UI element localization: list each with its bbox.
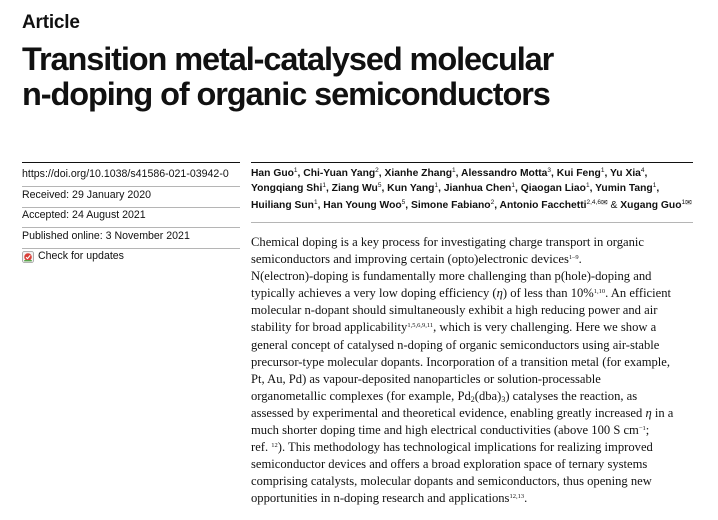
- citation-ref[interactable]: 1,5,6,9,11: [407, 322, 434, 330]
- author-name[interactable]: Kun Yang$^1$: [387, 181, 439, 194]
- article-label: Article: [22, 12, 80, 33]
- abstract-line: molecular n-dopant should simultaneously exhibit a high reducing power and air: [251, 303, 658, 318]
- author-name[interactable]: Huiliang Sun$^1$: [251, 199, 318, 212]
- abstract-line: typically achieves a very low doping efficiency (η) of less than 10%$^{1,10}$. An efficient: [251, 286, 672, 301]
- author-name[interactable]: Yongqiang Shi$^1$: [251, 181, 326, 194]
- abstract-line: ref. $^{12}$). This methodology has technological implications for realizing improved: [251, 440, 653, 455]
- envelope-icon[interactable]: ✉: [685, 198, 692, 208]
- authors-rule: [251, 162, 693, 163]
- abstract-line: stability for broad applicability$^{1,5,6,9,11}$, which is very challenging. Here we show a: [251, 320, 657, 335]
- abstract-line: general concept of catalysed n-doping of organic semiconductors using air-stable: [251, 337, 660, 352]
- title-line-1: Transition metal-catalysed molecular: [22, 41, 554, 77]
- citation-ref[interactable]: 1,10: [593, 288, 606, 296]
- author-conjunction: &: [610, 200, 618, 212]
- citation-ref[interactable]: 1–9: [568, 254, 579, 262]
- author-list: Han Guo$^1$, Chi-Yuan Yang$^2$, Xianhe Zhang$^1$, Alessandro Motta$^3$, Kui Feng$^1$, Yu Xia$^4$, Yongqiang Shi$^1$, Ziang Wu$^5$, Kun Yang$^1$, Jianhua Chen$^1$, Qiaogan Liao$^1$, Yumin Tang$^1$, Huiliang Sun$^1$, Han Young Woo$^5$, Simone Fabiano$^2$, Antonio Facchetti$^{2,4,6✉}$ & Xugang Guo$^{1✉}$: [251, 167, 692, 212]
- abstract-line: assessed by experimental and theoretical evidence, enabling greatly increased η in a: [251, 405, 674, 420]
- accepted-date: Accepted: 24 August 2021: [22, 209, 240, 228]
- published-date: Published online: 3 November 2021: [22, 230, 240, 249]
- author-name[interactable]: Chi-Yuan Yang$^2$: [303, 167, 379, 179]
- received-date: Received: 29 January 2020: [22, 189, 240, 208]
- abstract-line: organometallic complexes (for example, $Pd_2(dba)_3$) catalyses the reaction, as: [251, 388, 638, 404]
- author-name[interactable]: Xugang Guo$^{1✉}$: [620, 198, 692, 212]
- author-name[interactable]: Antonio Facchetti$^{2,4,6✉}$: [499, 198, 608, 212]
- author-name[interactable]: Han Guo$^1$: [251, 167, 298, 179]
- abstract-line: semiconductor devices and offers a broad exploration space of ternary systems: [251, 457, 648, 472]
- author-name[interactable]: Jianhua Chen$^1$: [443, 181, 515, 194]
- title-line-2: n-doping of organic semiconductors: [22, 76, 550, 112]
- meta-rule: [22, 162, 240, 163]
- author-name[interactable]: Xianhe Zhang$^1$: [384, 167, 456, 179]
- abstract-line: precursor-type molecular dopants. Incorporation of a transition metal (for example,: [251, 354, 671, 369]
- doi-link[interactable]: https://doi.org/10.1038/s41586-021-03942-0: [22, 168, 240, 187]
- abstract-line: opportunities in n-doping research and applications$^{12,13}$.: [251, 491, 528, 506]
- check-for-updates-label: Check for updates: [38, 250, 124, 262]
- author-name[interactable]: Han Young Woo$^5$: [323, 199, 406, 212]
- author-name[interactable]: Alessandro Motta$^3$: [461, 167, 552, 179]
- author-name[interactable]: Yumin Tang$^1$: [595, 181, 657, 194]
- abstract-line: Chemical doping is a key process for investigating charge transport in organic: [251, 235, 644, 249]
- envelope-icon[interactable]: ✉: [600, 198, 608, 208]
- abstract-line: semiconductors and improving certain (opto)electronic devices$^{1-9}$.: [251, 252, 582, 267]
- check-for-updates-icon: [22, 251, 34, 263]
- author-name[interactable]: Kui Feng$^1$: [556, 167, 605, 179]
- article-title: [22, 42, 712, 112]
- abstract-line: comprising catalysts, molecular dopants and semiconductors, thus opening new: [251, 474, 652, 489]
- abstract-rule: [251, 222, 693, 223]
- citation-ref[interactable]: 12: [271, 442, 278, 450]
- author-name[interactable]: Ziang Wu$^5$: [331, 181, 382, 194]
- abstract-line: Pt, Au, Pd) as vapour-deposited nanoparticles or solution-processable: [251, 371, 601, 386]
- author-name[interactable]: Yu Xia$^4$: [610, 167, 645, 179]
- abstract-line: much shorter doping time and high electrical conductivities (above 100 S $cm^{-1}$;: [251, 423, 650, 438]
- abstract: [251, 234, 696, 508]
- author-name[interactable]: Qiaogan Liao$^1$: [520, 181, 590, 194]
- citation-ref[interactable]: 12,13: [509, 493, 525, 501]
- author-name[interactable]: Simone Fabiano$^2$: [411, 199, 495, 212]
- check-for-updates-button[interactable]: [22, 250, 124, 263]
- abstract-line: N(electron)-doping is fundamentally more challenging than p(hole)-doping and: [251, 269, 652, 284]
